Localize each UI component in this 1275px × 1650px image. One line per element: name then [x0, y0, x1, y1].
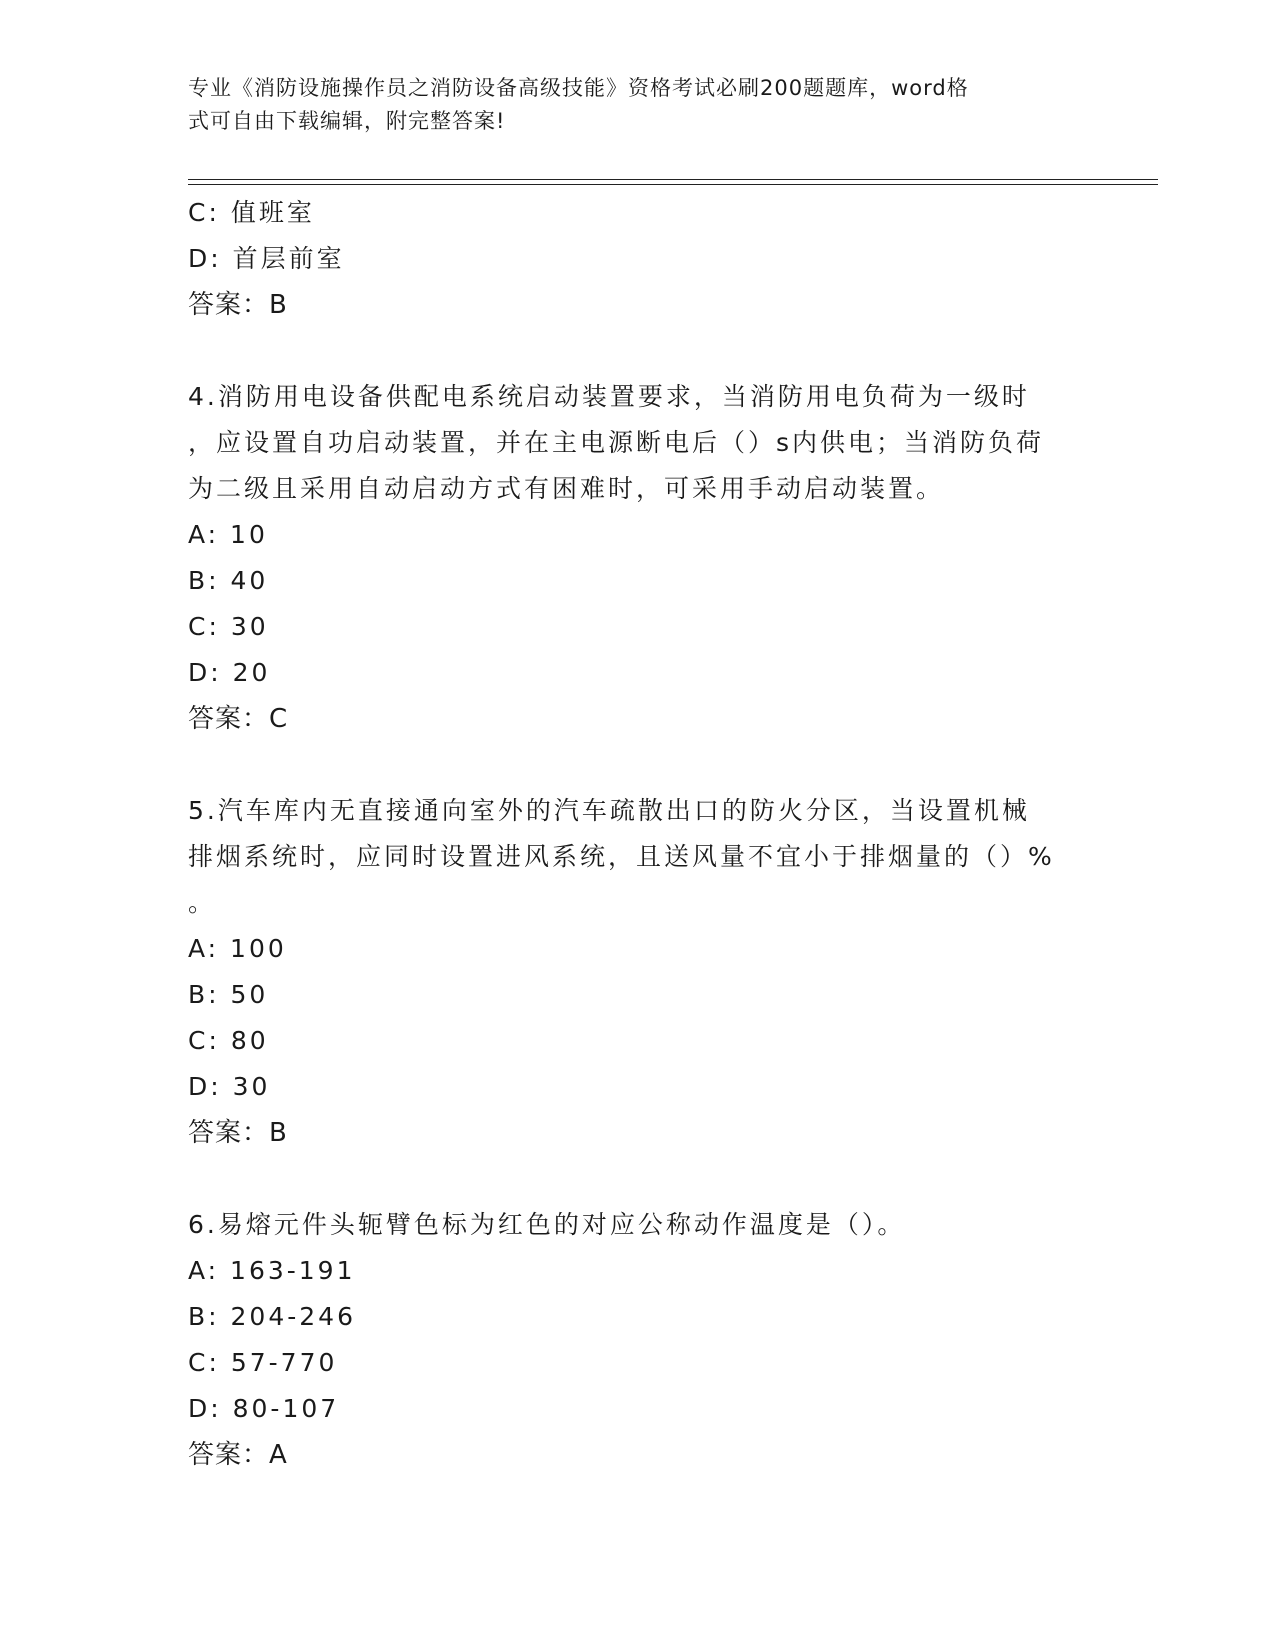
question-text-line: 4.消防用电设备供配电系统启动装置要求，当消防用电负荷为一级时: [188, 382, 1030, 411]
option-b: B: 50: [188, 980, 269, 1009]
question-text-line: 排烟系统时，应同时设置进风系统，且送风量不宜小于排烟量的（）%: [188, 842, 1055, 871]
option-c: C: 30: [188, 612, 269, 641]
answer: 答案：B: [188, 290, 288, 320]
question-5: [188, 788, 1088, 1156]
option-b: B: 204-246: [188, 1302, 356, 1331]
answer: 答案：A: [188, 1440, 288, 1470]
question-text-line: 。: [188, 888, 217, 917]
header-line-2: 式可自由下载编辑，附完整答案!: [188, 109, 506, 133]
question-text-line: ，应设置自功启动装置，并在主电源断电后（）s内供电；当消防负荷: [188, 428, 1045, 457]
question-text-line: 为二级且采用自动启动方式有困难时，可采用手动启动装置。: [188, 474, 945, 503]
question-text-line: 5.汽车库内无直接通向室外的汽车疏散出口的防火分区，当设置机械: [188, 796, 1030, 825]
option-d: D: 20: [188, 658, 271, 687]
option-d: D: 首层前室: [188, 244, 345, 273]
question-list: [188, 190, 1088, 1478]
option-a: A: 163-191: [188, 1256, 356, 1285]
option-c: C: 57-770: [188, 1348, 338, 1377]
option-d: D: 80-107: [188, 1394, 340, 1423]
header-line-1: 专业《消防设施操作员之消防设备高级技能》资格考试必刷200题题库，word格: [188, 76, 969, 100]
header-divider-bottom: [188, 184, 1158, 185]
question-text-line: 6.易熔元件头轭臂色标为红色的对应公称动作温度是（）。: [188, 1210, 906, 1239]
answer: 答案：C: [188, 704, 289, 734]
option-d: D: 30: [188, 1072, 271, 1101]
header-divider-top: [188, 179, 1158, 180]
question-3-tail: [188, 190, 1088, 328]
option-c: C: 80: [188, 1026, 269, 1055]
document-header: [188, 72, 1088, 138]
option-c: C: 值班室: [188, 198, 315, 227]
option-b: B: 40: [188, 566, 269, 595]
answer: 答案：B: [188, 1118, 288, 1148]
option-a: A: 10: [188, 520, 268, 549]
option-a: A: 100: [188, 934, 287, 963]
question-4: [188, 374, 1088, 742]
question-6: [188, 1202, 1088, 1478]
